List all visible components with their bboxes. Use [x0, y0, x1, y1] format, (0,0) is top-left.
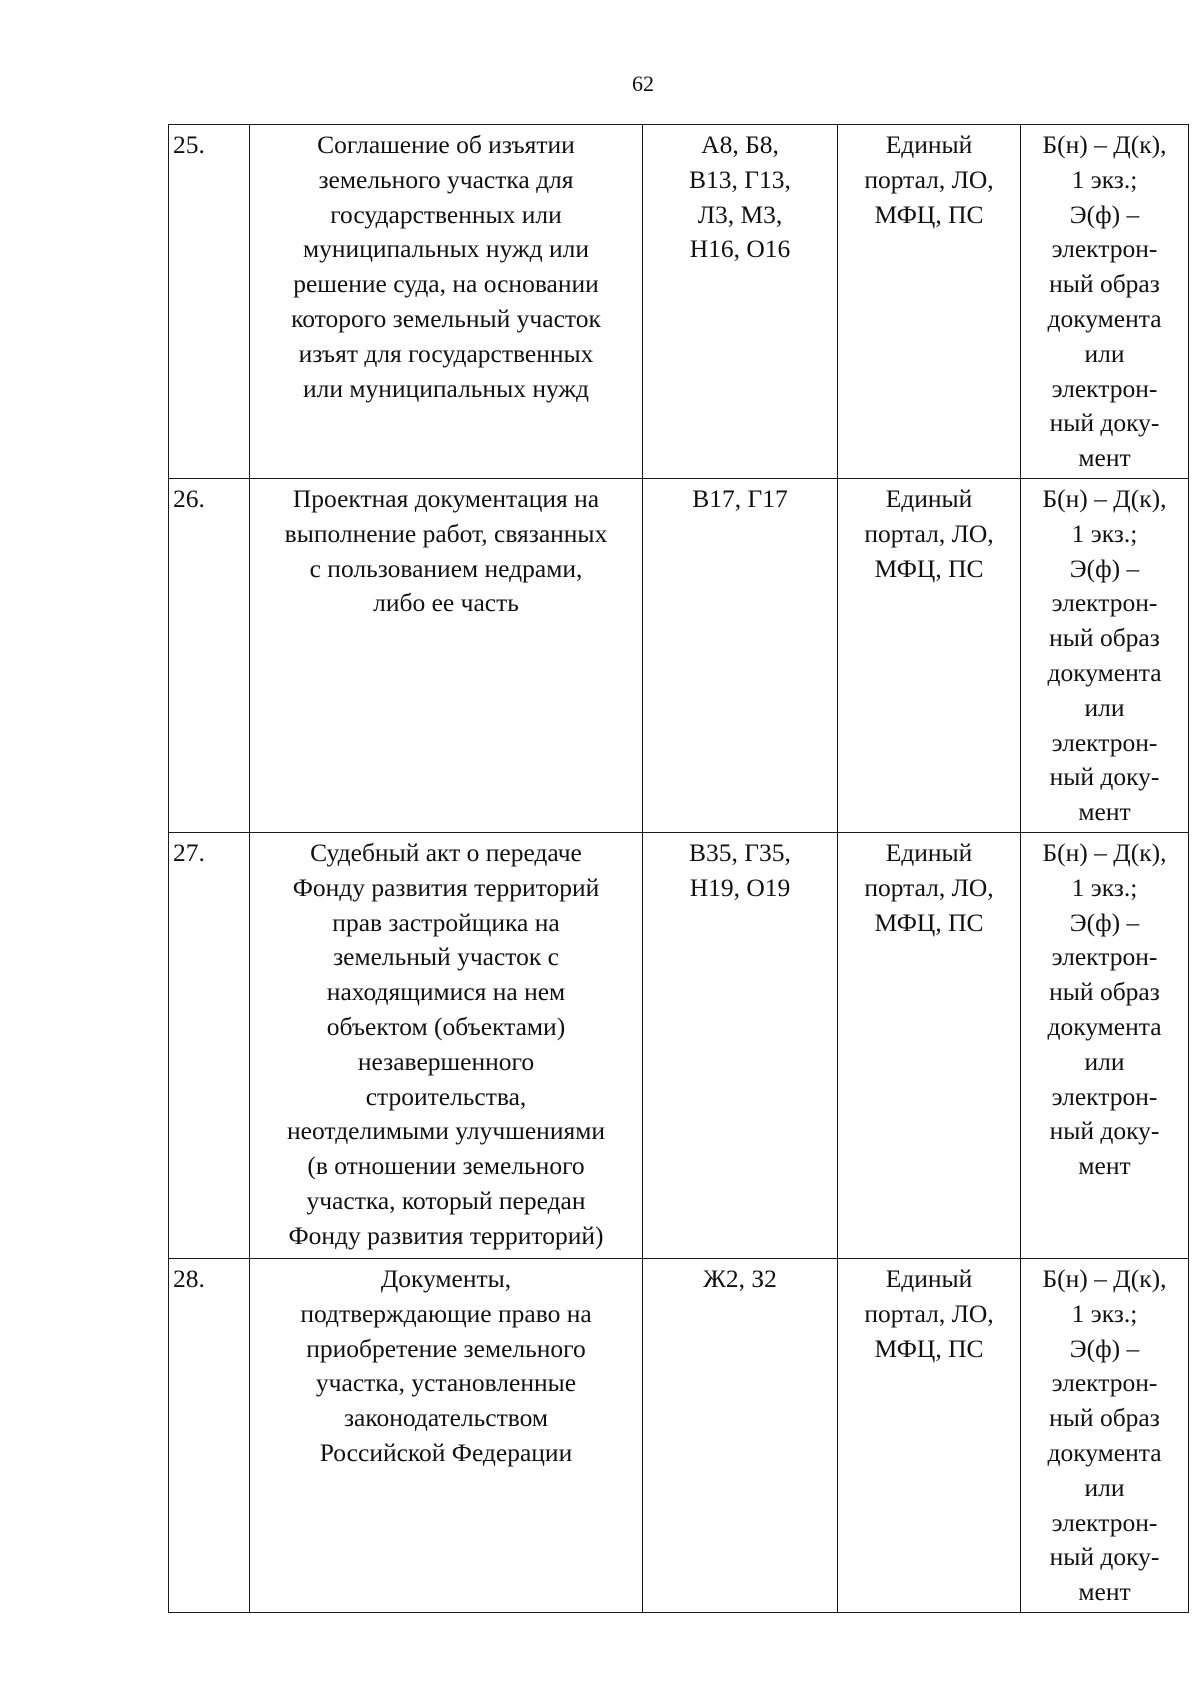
cell-text-line: незавершенного	[357, 1046, 535, 1076]
cell-text-line: неотделимыми улучшениями	[287, 1116, 605, 1146]
cell-text-line: земельного участка для	[318, 164, 574, 194]
cell-text-line: электрон-	[1051, 373, 1158, 403]
codes-cell	[643, 1258, 838, 1612]
cell-text-line: портал, ЛО,	[864, 518, 994, 548]
cell-text-line: законодательством	[343, 1403, 549, 1433]
cell-text-line: электрон-	[1051, 1081, 1158, 1111]
row-number-cell: 26.	[169, 478, 250, 832]
cell-text-line: портал, ЛО,	[864, 872, 994, 902]
cell-text-line: объектом (объектами)	[326, 1011, 566, 1041]
cell-text-line: В13, Г13,	[689, 164, 791, 194]
cell-text-line: ный образ	[1049, 977, 1160, 1007]
cell-text-line: или	[1084, 1472, 1125, 1502]
table-row	[169, 1258, 1189, 1612]
document-format-cell	[1021, 832, 1189, 1258]
cell-text-line: мент	[1078, 1577, 1131, 1607]
cell-text-line: Судебный акт о передаче	[310, 837, 582, 867]
cell-text-line: Б(н) – Д(к),	[1042, 1263, 1167, 1293]
cell-text-line: ный образ	[1049, 623, 1160, 653]
cell-text-line: электрон-	[1051, 234, 1158, 264]
codes-cell	[643, 832, 838, 1258]
document-name-cell	[250, 125, 643, 479]
cell-text-line: документа	[1047, 657, 1162, 687]
cell-text-line: Л3, М3,	[697, 199, 783, 229]
cell-text-line: 1 экз.;	[1071, 164, 1138, 194]
cell-text-line: Н19, О19	[689, 872, 791, 902]
table-row	[169, 478, 1189, 832]
codes-cell	[643, 125, 838, 479]
cell-text-line: или муниципальных нужд	[303, 373, 589, 403]
page-number: 62	[632, 71, 654, 96]
cell-text-line: Проектная документация на	[292, 483, 600, 513]
cell-text-line: земельный участок с	[333, 942, 559, 972]
cell-text-line: электрон-	[1051, 1368, 1158, 1398]
cell-text-line: прав застройщика на	[332, 907, 560, 937]
cell-text-line: участка, который передан	[306, 1185, 586, 1215]
cell-text-line: приобретение земельного	[306, 1333, 586, 1363]
cell-text-line: выполнение работ, связанных	[284, 518, 608, 548]
cell-text-line: ный образ	[1049, 1403, 1160, 1433]
cell-text-line: ный образ	[1049, 269, 1160, 299]
cell-text-line: строительства,	[365, 1081, 527, 1111]
cell-text-line: Единый	[885, 837, 973, 867]
cell-text-line: электрон-	[1051, 1507, 1158, 1537]
cell-text-line: или	[1084, 1046, 1125, 1076]
row-number-cell: 28.	[169, 1258, 250, 1612]
cell-text-line: портал, ЛО,	[864, 1298, 994, 1328]
cell-text-line: Э(ф) –	[1069, 553, 1140, 583]
document-format-cell	[1021, 125, 1189, 479]
cell-text-line: Единый	[885, 130, 973, 159]
cell-text-line: Э(ф) –	[1069, 907, 1140, 937]
cell-text-line: 1 экз.;	[1071, 1298, 1138, 1328]
cell-text-line: Б(н) – Д(к),	[1042, 130, 1167, 159]
cell-text-line: ный доку-	[1049, 1116, 1160, 1146]
codes-cell	[643, 478, 838, 832]
cell-text-line: мент	[1078, 797, 1131, 827]
cell-text-line: ный доку-	[1049, 1542, 1160, 1572]
cell-text-line: либо ее часть	[373, 588, 519, 618]
row-number-cell: 25.	[169, 125, 250, 479]
cell-text-line: Б(н) – Д(к),	[1042, 837, 1167, 867]
cell-text-line: мент	[1078, 1151, 1131, 1181]
cell-text-line: МФЦ, ПС	[874, 553, 984, 583]
cell-text-line: участка, установленные	[315, 1368, 577, 1398]
cell-text-line: Ж2, З2	[703, 1263, 777, 1293]
document-format-cell	[1021, 478, 1189, 832]
submission-channel-cell	[838, 1258, 1021, 1612]
cell-text-line: документа	[1047, 303, 1162, 333]
submission-channel-cell	[838, 478, 1021, 832]
cell-text-line: Фонду развития территорий)	[288, 1220, 604, 1250]
table-row	[169, 125, 1189, 479]
cell-text-line: подтверждающие право на	[300, 1298, 592, 1328]
cell-text-line: Э(ф) –	[1069, 1333, 1140, 1363]
cell-text-line: Н16, О16	[689, 234, 791, 264]
row-number-cell: 27.	[169, 832, 250, 1258]
cell-text-line: Единый	[885, 483, 973, 513]
cell-text-line: ный доку-	[1049, 408, 1160, 438]
cell-text-line: или	[1084, 338, 1125, 368]
cell-text-line: А8, Б8,	[701, 130, 779, 159]
cell-text-line: с пользованием недрами,	[309, 553, 583, 583]
cell-text-line: муниципальных нужд или	[303, 234, 589, 264]
cell-text-line: документа	[1047, 1011, 1162, 1041]
document-name-cell	[250, 832, 643, 1258]
cell-text-line: электрон-	[1051, 588, 1158, 618]
cell-text-line: (в отношении земельного	[307, 1151, 585, 1181]
cell-text-line: 1 экз.;	[1071, 872, 1138, 902]
documents-table	[168, 124, 1189, 1613]
cell-text-line: находящимися на нем	[326, 977, 566, 1007]
cell-text-line: Российской Федерации	[319, 1437, 573, 1467]
cell-text-line: мент	[1078, 443, 1131, 473]
cell-text-line: документа	[1047, 1437, 1162, 1467]
submission-channel-cell	[838, 832, 1021, 1258]
document-format-cell	[1021, 1258, 1189, 1612]
cell-text-line: Б(н) – Д(к),	[1042, 483, 1167, 513]
cell-text-line: Документы,	[380, 1263, 512, 1293]
cell-text-line: портал, ЛО,	[864, 164, 994, 194]
cell-text-line: МФЦ, ПС	[874, 907, 984, 937]
document-name-cell	[250, 478, 643, 832]
cell-text-line: Фонду развития территорий	[292, 872, 600, 902]
cell-text-line: 1 экз.;	[1071, 518, 1138, 548]
cell-text-line: В17, Г17	[692, 483, 788, 513]
cell-text-line: Соглашение об изъятии	[317, 130, 575, 159]
cell-text-line: МФЦ, ПС	[874, 1333, 984, 1363]
cell-text-line: Единый	[885, 1263, 973, 1293]
cell-text-line: ный доку-	[1049, 762, 1160, 792]
cell-text-line: МФЦ, ПС	[874, 199, 984, 229]
submission-channel-cell	[838, 125, 1021, 479]
document-name-cell	[250, 1258, 643, 1612]
cell-text-line: В35, Г35,	[689, 837, 791, 867]
cell-text-line: электрон-	[1051, 727, 1158, 757]
cell-text-line: или	[1084, 692, 1125, 722]
cell-text-line: изъят для государственных	[298, 338, 594, 368]
table-row	[169, 832, 1189, 1258]
cell-text-line: которого земельный участок	[291, 303, 601, 333]
cell-text-line: решение суда, на основании	[293, 269, 599, 299]
cell-text-line: электрон-	[1051, 942, 1158, 972]
cell-text-line: Э(ф) –	[1069, 199, 1140, 229]
cell-text-line: государственных или	[330, 199, 562, 229]
